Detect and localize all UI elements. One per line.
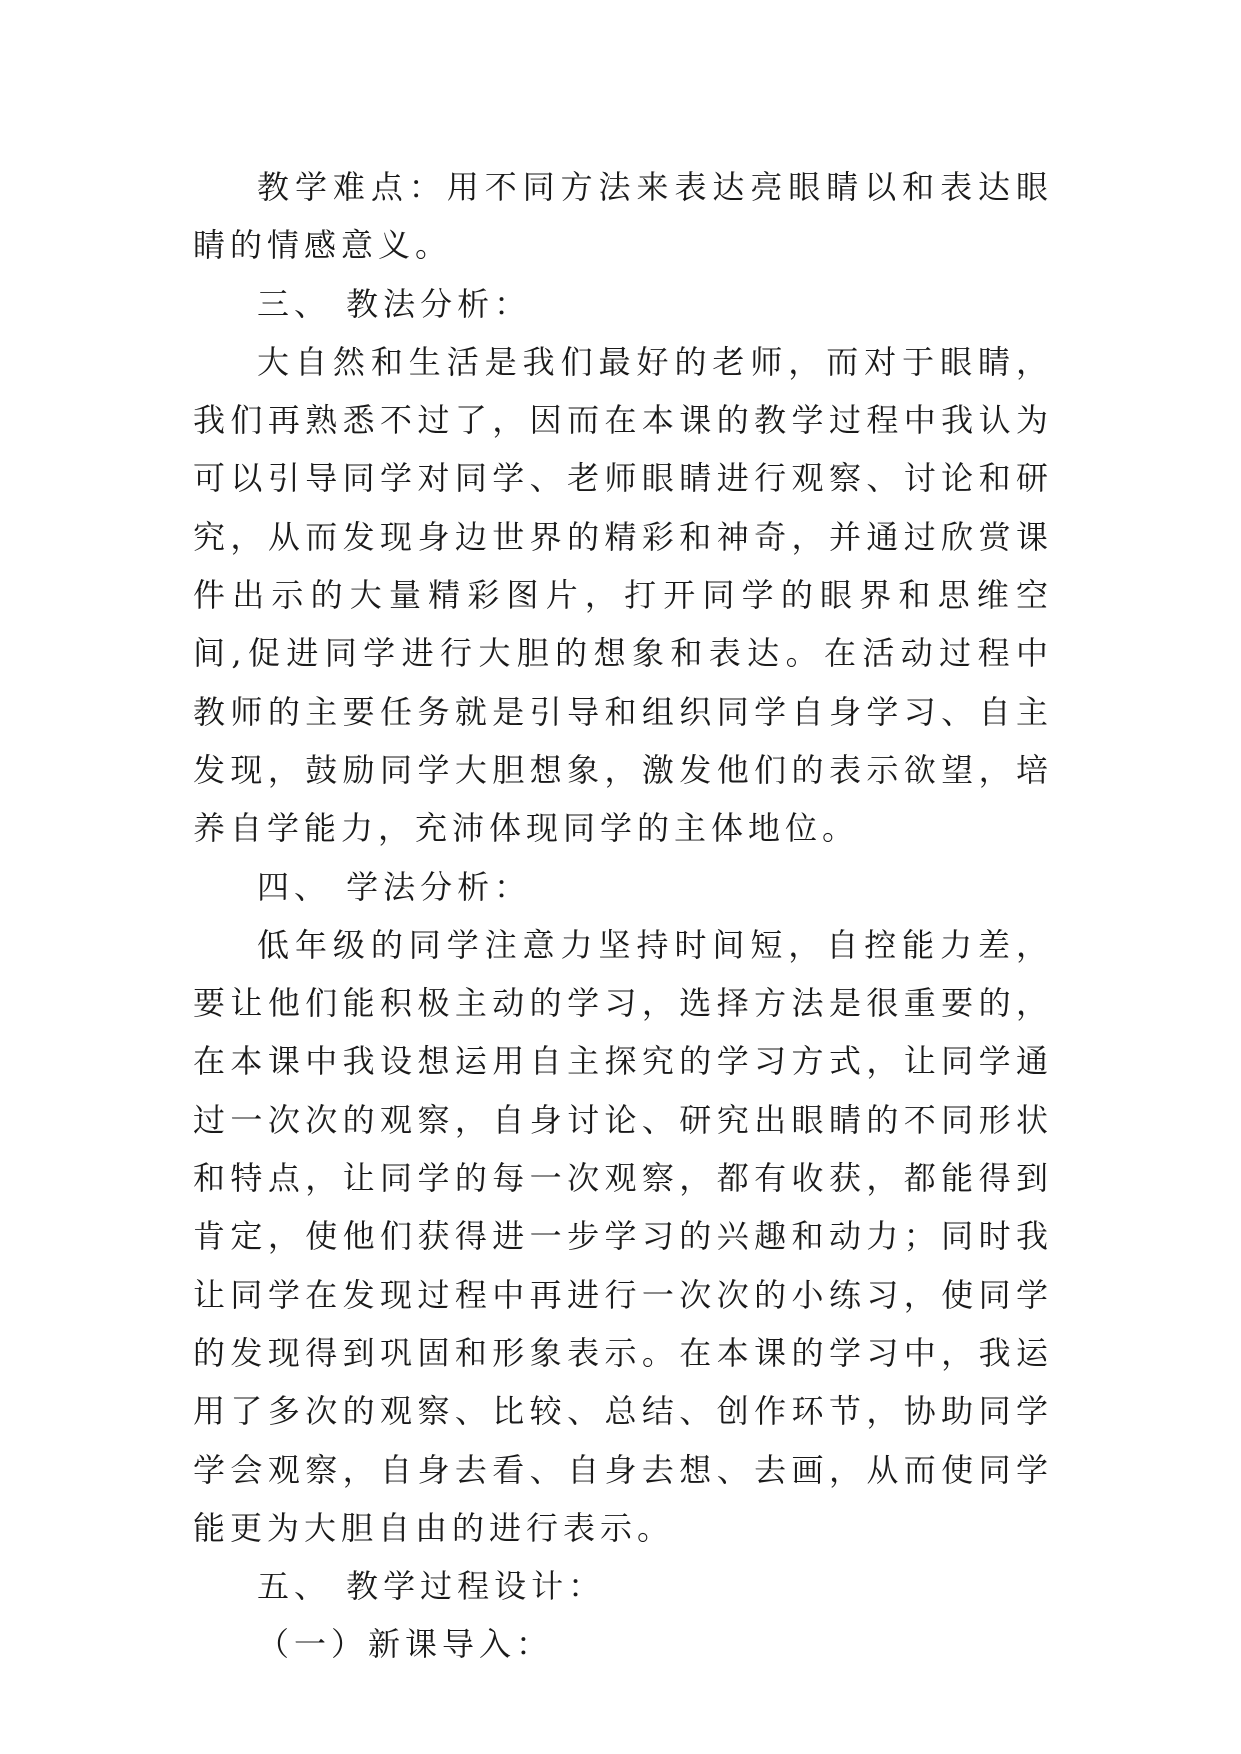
- document-body: [193, 158, 1053, 1674]
- paragraph-teaching-difficulty: 教学难点：用不同方法来表达亮眼睛以和表达眼睛的情感意义。: [193, 168, 1053, 265]
- paragraph-teaching-method: 大自然和生活是我们最好的老师，而对于眼睛，我们再熟悉不过了，因而在本课的教学过程中我认为可以引导同学对同学、老师眼睛进行观察、讨论和研究，从而发现身边世界的精彩和神奇，并通过欣赏课件出示的大量精彩图片，打开同学的眼界和思维空间,促进同学进行大胆的想象和表达。在活动过程中教师的主要任务就是引导和组织同学自身学习、自主发现，鼓励同学大胆想象，激发他们的表示欲望，培养自学能力，充沛体现同学的主体地位。: [193, 342, 1053, 848]
- heading-teaching-method-analysis: 三、 教法分析：: [257, 284, 532, 323]
- heading-new-lesson-intro: （一）新课导入：: [257, 1625, 554, 1664]
- paragraph-learning-method: 低年级的同学注意力坚持时间短，自控能力差，要让他们能积极主动的学习，选择方法是很重要的，在本课中我设想运用自主探究的学习方式，让同学通过一次次的观察，自身讨论、研究出眼睛的不同形状和特点，让同学的每一次观察，都有收获，都能得到肯定，使他们获得进一步学习的兴趣和动力；同时我让同学在发现过程中再进行一次次的小练习，使同学的发现得到巩固和形象表示。在本课的学习中，我运用了多次的观察、比较、总结、创作环节，协助同学学会观察，自身去看、自身去想、去画，从而使同学能更为大胆自由的进行表示。: [193, 925, 1053, 1547]
- heading-teaching-process-design: 五、 教学过程设计：: [257, 1567, 606, 1606]
- heading-learning-method-analysis: 四、 学法分析：: [257, 867, 532, 906]
